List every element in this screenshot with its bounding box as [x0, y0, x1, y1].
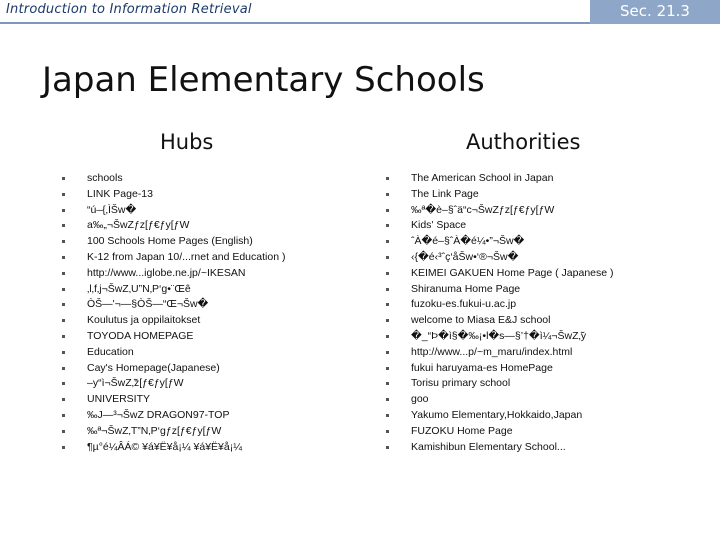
- bullet-icon: [62, 256, 65, 259]
- bullet-icon: [62, 414, 65, 417]
- bullet-icon: [386, 446, 389, 449]
- list-item: [62, 187, 362, 203]
- list-item-text: Torisu primary school: [411, 377, 511, 390]
- list-item: [386, 203, 706, 219]
- bullet-icon: [386, 272, 389, 275]
- list-item-text: Shiranuma Home Page: [411, 282, 521, 295]
- list-item: [62, 424, 362, 440]
- bullet-icon: [62, 303, 65, 306]
- list-item-text: welcome to Miasa E&J school: [411, 314, 551, 327]
- list-item: [386, 424, 706, 440]
- list-item-text: http://www...p/~m_maru/index.html: [411, 345, 573, 358]
- course-title: Introduction to Information Retrieval: [6, 2, 252, 17]
- list-item: [386, 408, 706, 424]
- list-item: [386, 297, 706, 313]
- bullet-icon: [386, 398, 389, 401]
- list-item-text: ¶µ°é¼ÂÁ© ¥á¥Ë¥å¡¼ ¥á¥Ë¥å¡¼: [87, 440, 242, 453]
- list-item-text: ‹{�é‹³ˆç‘åŠw•‘®¬Šw�: [411, 250, 519, 263]
- section-badge: Sec. 21.3: [590, 0, 720, 24]
- list-item-text: ‚l‚f‚j¬ŠwZ‚U”N‚P‘g•¨Œê: [87, 282, 191, 295]
- list-item: [62, 171, 362, 187]
- bullet-icon: [386, 351, 389, 354]
- bullet-icon: [62, 351, 65, 354]
- list-item: [386, 440, 706, 456]
- list-item: [62, 392, 362, 408]
- list-item-text: LINK Page-13: [87, 187, 153, 200]
- list-item-text: Yakumo Elementary,Hokkaido,Japan: [411, 408, 583, 421]
- list-item-text: fuzoku-es.fukui-u.ac.jp: [411, 298, 517, 311]
- bullet-icon: [62, 209, 65, 212]
- list-item: [386, 361, 706, 377]
- bullet-icon: [386, 382, 389, 385]
- bullet-icon: [386, 367, 389, 370]
- list-item-text: ‰J—³¬ŠwZ DRAGON97-TOP: [87, 408, 230, 421]
- list-item-text: –y“ì¬ŠwZ‚̃z[ƒ€ƒy[ƒW: [87, 377, 184, 390]
- hubs-list: [62, 171, 362, 455]
- hubs-heading: Hubs: [160, 130, 214, 154]
- list-item: [62, 203, 362, 219]
- bullet-icon: [62, 177, 65, 180]
- list-item-text: fukui haruyama-es HomePage: [411, 361, 553, 374]
- list-item-text: ‰ª�è–§ˆä“c¬ŠwZƒz[ƒ€ƒy[ƒW: [411, 203, 555, 216]
- list-item-text: �_“Þ�ì§�‰¡•l�s—§’†�ì¼¬ŠwZ‚̃y: [411, 329, 587, 342]
- list-item-text: schools: [87, 172, 123, 184]
- list-item: [62, 440, 362, 456]
- list-item-text: The American School in Japan: [411, 172, 554, 184]
- list-item: [386, 345, 706, 361]
- bullet-icon: [62, 272, 65, 275]
- bullet-icon: [62, 319, 65, 322]
- list-item: [386, 266, 706, 282]
- list-item: [62, 313, 362, 329]
- bullet-icon: [62, 430, 65, 433]
- list-item-text: ÒŠ—'¬—§ÒŠ—“Œ¬Šw�: [87, 298, 209, 311]
- list-item-text: Cay's Homepage(Japanese): [87, 361, 220, 374]
- list-item: [62, 297, 362, 313]
- bullet-icon: [386, 414, 389, 417]
- slide-title: Japan Elementary Schools: [42, 60, 485, 100]
- list-item: [62, 218, 362, 234]
- list-item-text: Kamishibun Elementary School...: [411, 440, 566, 453]
- bullet-icon: [386, 193, 389, 196]
- bullet-icon: [386, 319, 389, 322]
- list-item-text: Kids' Space: [411, 219, 467, 232]
- bullet-icon: [386, 224, 389, 227]
- bullet-icon: [62, 367, 65, 370]
- list-item-text: 100 Schools Home Pages (English): [87, 235, 253, 248]
- bullet-icon: [386, 177, 389, 180]
- bullet-icon: [62, 446, 65, 449]
- list-item-text: ˆÀ�é–§ˆÀ�é¼•”¬Šw�: [411, 235, 525, 248]
- bullet-icon: [386, 288, 389, 291]
- list-item-text: The Link Page: [411, 187, 479, 200]
- list-item-text: “ú–{‚ÌŠw�: [87, 203, 137, 216]
- list-item: [62, 266, 362, 282]
- list-item: [386, 218, 706, 234]
- list-item: [62, 376, 362, 392]
- list-item: [62, 408, 362, 424]
- list-item: [62, 329, 362, 345]
- list-item: [386, 313, 706, 329]
- list-item: [62, 345, 362, 361]
- list-item-text: Koulutus ja oppilaitokset: [87, 314, 201, 327]
- list-item-text: goo: [411, 393, 429, 406]
- authorities-heading: Authorities: [466, 130, 581, 154]
- list-item-text: TOYODA HOMEPAGE: [87, 329, 194, 342]
- bullet-icon: [386, 430, 389, 433]
- list-item: [386, 376, 706, 392]
- list-item: [386, 392, 706, 408]
- list-item: [386, 187, 706, 203]
- bullet-icon: [386, 303, 389, 306]
- bullet-icon: [62, 398, 65, 401]
- list-item: [62, 361, 362, 377]
- list-item: [62, 282, 362, 298]
- list-item-text: FUZOKU Home Page: [411, 424, 513, 437]
- list-item: [386, 234, 706, 250]
- bullet-icon: [386, 335, 389, 338]
- bullet-icon: [386, 240, 389, 243]
- bullet-icon: [62, 335, 65, 338]
- list-item-text: ‰ª¬ŠwZ‚T”N‚P‘gƒz[ƒ€ƒy[ƒW: [87, 424, 222, 437]
- bullet-icon: [62, 224, 65, 227]
- list-item-text: Education: [87, 345, 134, 358]
- bullet-icon: [386, 256, 389, 259]
- bullet-icon: [62, 288, 65, 291]
- list-item-text: K-12 from Japan 10/...rnet and Education ): [87, 250, 286, 263]
- list-item: [386, 171, 706, 187]
- list-item-text: http://www...iglobe.ne.jp/~IKESAN: [87, 266, 246, 279]
- bullet-icon: [386, 209, 389, 212]
- list-item-text: a‰„¬ŠwZƒz[ƒ€ƒy[ƒW: [87, 219, 190, 232]
- bullet-icon: [62, 193, 65, 196]
- header-rule: [0, 22, 590, 24]
- list-item: [62, 250, 362, 266]
- list-item: [386, 329, 706, 345]
- list-item: [386, 250, 706, 266]
- list-item: [62, 234, 362, 250]
- authorities-list: [386, 171, 706, 455]
- list-item: [386, 282, 706, 298]
- list-item-text: UNIVERSITY: [87, 393, 151, 406]
- list-item-text: KEIMEI GAKUEN Home Page ( Japanese ): [411, 266, 614, 279]
- bullet-icon: [62, 382, 65, 385]
- bullet-icon: [62, 240, 65, 243]
